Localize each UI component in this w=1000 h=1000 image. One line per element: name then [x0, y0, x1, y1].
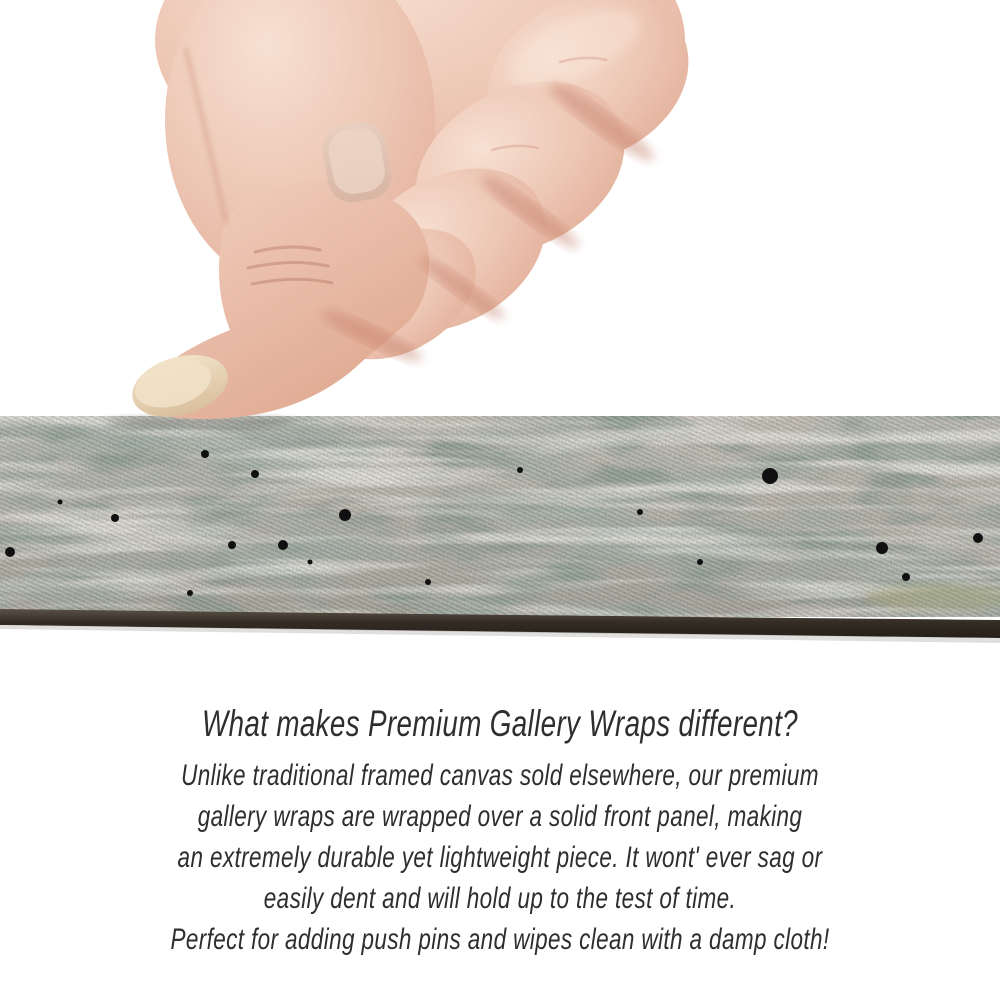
headline: What makes Premium Gallery Wraps different? — [202, 703, 798, 744]
marketing-copy — [125, 701, 875, 960]
body-line: Perfect for adding push pins and wipes clean with a damp cloth! — [170, 923, 830, 956]
canvas-strip — [0, 412, 1000, 647]
body-line: Unlike traditional framed canvas sold elsewhere, our premium — [181, 759, 819, 792]
body-line: an extremely durable yet lightweight piece. It wont' ever sag or — [177, 841, 823, 874]
body-line: easily dent and will hold up to the test of time. — [263, 882, 737, 915]
body-line: gallery wraps are wrapped over a solid front panel, making — [197, 800, 803, 833]
hand-photo — [0, 0, 1000, 430]
fist — [125, 0, 716, 427]
canvas-texture — [0, 415, 1000, 617]
